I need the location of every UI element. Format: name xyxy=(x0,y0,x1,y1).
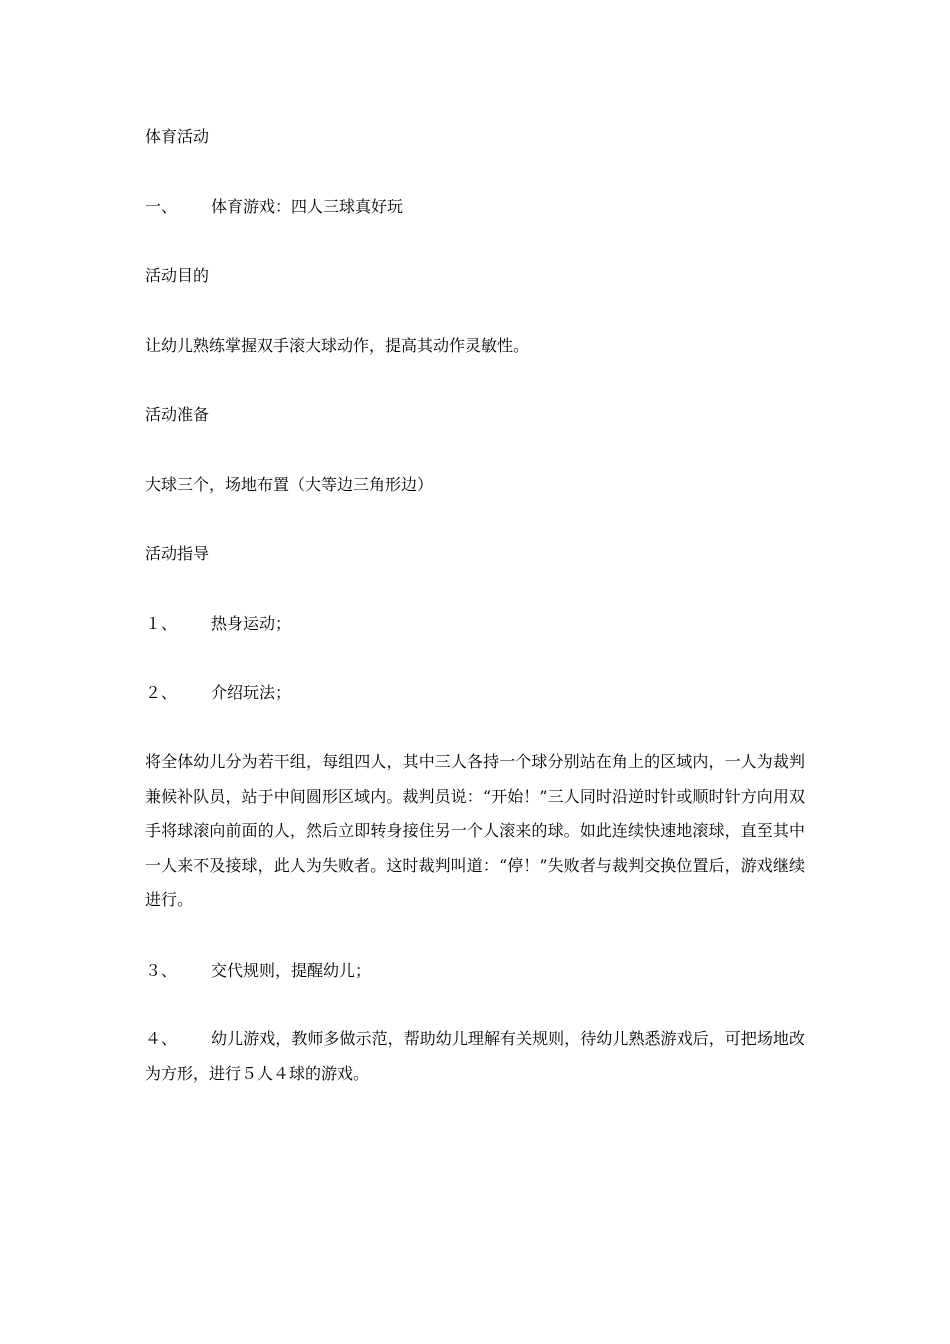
step-1-number: １、 xyxy=(145,614,178,633)
step-2-number: ２、 xyxy=(145,683,178,702)
step-3 xyxy=(145,959,815,983)
document-title: 体育活动 xyxy=(145,127,210,146)
step-1 xyxy=(145,612,815,636)
step-4-number: ４、 xyxy=(145,1029,178,1048)
guide-heading: 活动指导 xyxy=(145,544,210,563)
section-heading xyxy=(145,195,815,219)
step-2-text: 介绍玩法； xyxy=(211,683,292,702)
goal-text: 让幼儿熟练掌握双手滚大球动作，提高其动作灵敏性。 xyxy=(145,336,530,355)
step-1-text: 热身运动； xyxy=(211,614,292,633)
step-4 xyxy=(145,1022,805,1091)
step-3-text: 交代规则，提醒幼儿； xyxy=(211,961,372,980)
goal-heading: 活动目的 xyxy=(145,266,210,285)
step-3-number: ３、 xyxy=(145,961,178,980)
section-title: 体育游戏：四人三球真好玩 xyxy=(211,197,404,216)
step-2 xyxy=(145,681,815,705)
step-4-text: 幼儿游戏，教师多做示范，帮助幼儿理解有关规则，待幼儿熟悉游戏后，可把场地改为方形，进行５人４球的游戏。 xyxy=(145,1029,805,1083)
rules-paragraph: 将全体幼儿分为若干组，每组四人，其中三人各持一个球分别站在角上的区域内，一人为裁判兼候补队员，站于中间圆形区域内。裁判员说：“开始！”三人同时沿逆时针或顺时针方向用双手将球滚向前面的人，然后立即转身接住另一个人滚来的球。如此连续快速地滚球，直至其中一人来不及接球，此人为失败者。这时裁判叫道：“停！”失败者与裁判交换位置后，游戏继续进行。 xyxy=(145,752,805,909)
prep-heading: 活动准备 xyxy=(145,405,210,424)
section-number: 一、 xyxy=(145,197,178,216)
prep-text: 大球三个，场地布置（大等边三角形边） xyxy=(145,475,434,494)
